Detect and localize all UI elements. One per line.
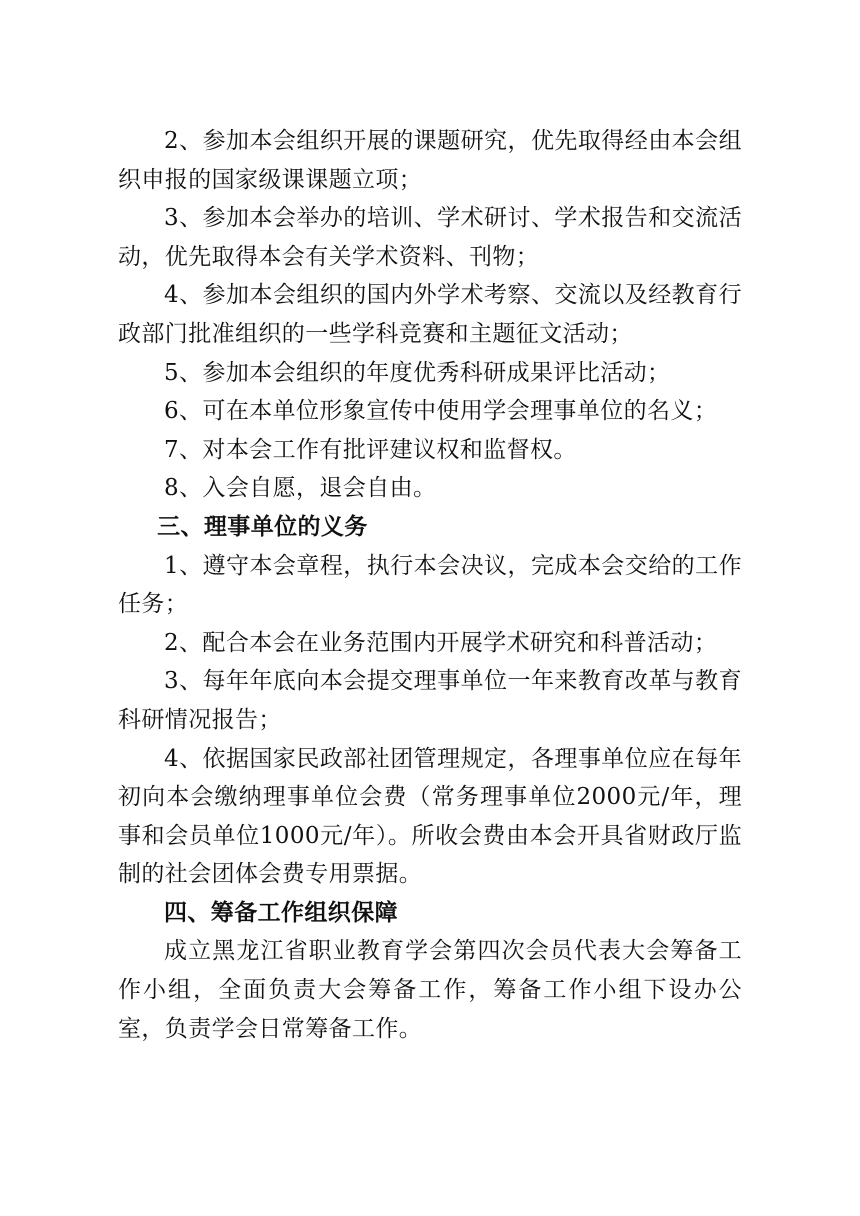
section-heading-preparation: 四、筹备工作组织保障 xyxy=(164,898,398,926)
paragraph-obligation-1: 1、遵守本会章程，执行本会决议，完成本会交给的工作任务； xyxy=(118,552,742,618)
paragraph-right-5: 5、参加本会组织的年度优秀科研成果评比活动； xyxy=(164,359,671,386)
paragraph-right-6: 6、可在本单位形象宣传中使用学会理事单位的名义； xyxy=(164,398,718,425)
paragraph-obligation-2: 2、配合本会在业务范围内开展学术研究和科普活动； xyxy=(164,629,718,656)
paragraph-preparation-1: 成立黑龙江省职业教育学会第四次会员代表大会筹备工作小组，全面负责大会筹备工作，筹备工作小组下设办公室，负责学会日常筹备工作。 xyxy=(118,938,742,1042)
paragraph-obligation-4: 4、依据国家民政部社团管理规定，各理事单位应在每年初向本会缴纳理事单位会费（常务理事单位2000元/年，理事和会员单位1000元/年）。所收会费由本会开具省财政厅监制的社会团体会费专用票据。 xyxy=(118,745,742,888)
document-page xyxy=(118,122,742,1048)
paragraph-right-2: 2、参加本会组织开展的课题研究，优先取得经由本会组织申报的国家级课课题立项； xyxy=(118,128,742,193)
section-heading-obligations: 三、理事单位的义务 xyxy=(157,512,368,540)
paragraph-right-3: 3、参加本会举办的培训、学术研讨、学术报告和交流活动，优先取得本会有关学术资料、刊物； xyxy=(118,205,742,270)
paragraph-right-8: 8、入会自愿，退会自由。 xyxy=(164,475,437,502)
paragraph-right-4: 4、参加本会组织的国内外学术考察、交流以及经教育行政部门批准组织的一些学科竞赛和主题征文活动； xyxy=(118,282,742,347)
paragraph-obligation-3: 3、每年年底向本会提交理事单位一年来教育改革与教育科研情况报告； xyxy=(118,668,742,733)
paragraph-right-7: 7、对本会工作有批评建议权和监督权。 xyxy=(164,436,577,463)
